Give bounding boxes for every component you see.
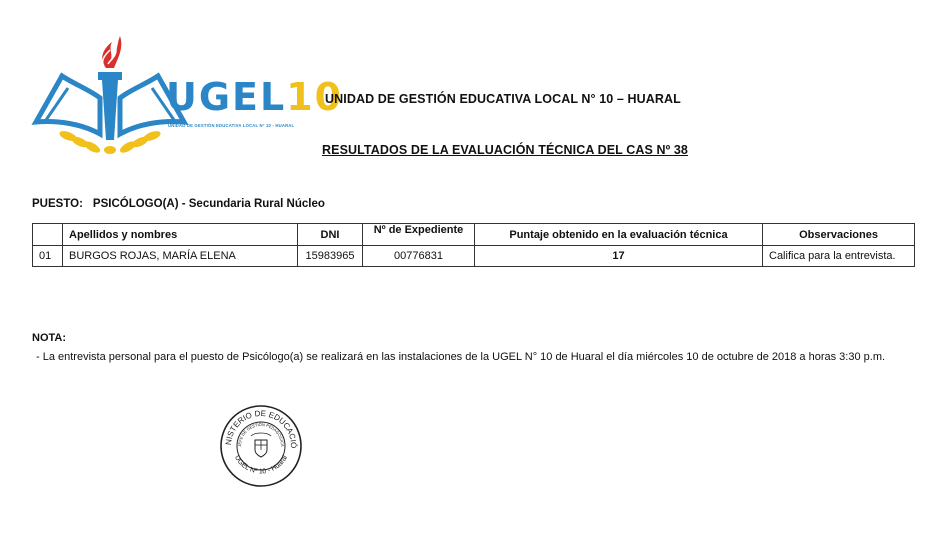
table-row <box>33 246 915 267</box>
puesto-value: PSICÓLOGO(A) - Secundaria Rural Núcleo <box>92 198 325 210</box>
logo-tagline: UNIDAD DE GESTIÓN EDUCATIVA LOCAL N° 10 - HUARAL <box>168 123 295 128</box>
puesto-line <box>32 198 325 210</box>
cell-expediente: 00776831 <box>363 246 475 267</box>
cell-puntaje: 17 <box>475 246 763 267</box>
col-header-name: Apellidos y nombres <box>63 224 298 246</box>
col-header-puntaje: Puntaje obtenido en la evaluación técnica <box>475 224 763 246</box>
col-header-expediente: Nº de Expediente <box>363 224 475 246</box>
col-header-observaciones: Observaciones <box>763 224 915 246</box>
table-header-row <box>33 224 915 246</box>
official-stamp <box>219 404 303 488</box>
document-header-title: UNIDAD DE GESTIÓN EDUCATIVA LOCAL N° 10 – HUARAL <box>325 92 681 106</box>
logo-wordmark: UGEL10 <box>166 75 344 119</box>
document-subtitle: RESULTADOS DE LA EVALUACIÓN TÉCNICA DEL CAS Nº 38 <box>322 143 688 157</box>
nota-text: - La entrevista personal para el puesto de Psicólogo(a) se realizará en las instalaciones de la UGEL N° 10 de Huaral el día miércoles 10 de octubre de 2018 a horas 3:30 p.m. <box>36 351 886 363</box>
puesto-label: PUESTO: <box>32 198 83 210</box>
results-table <box>32 223 915 267</box>
cell-observaciones: Califica para la entrevista. <box>763 246 915 267</box>
stamp-outer-text: NISTERIO DE EDUCACIÓ <box>223 408 299 449</box>
col-header-dni: DNI <box>298 224 363 246</box>
col-header-number <box>33 224 63 246</box>
cell-dni: 15983965 <box>298 246 363 267</box>
stamp-inner-text: JEFE DE GESTIÓN PEDAGÓGICA <box>236 421 286 447</box>
ugel-logo <box>28 28 344 158</box>
nota-label: NOTA: <box>32 332 67 344</box>
cell-name: BURGOS ROJAS, MARÍA ELENA <box>63 246 298 267</box>
stamp-bottom-text: UGEL Nº 10 - Huaral <box>232 454 290 476</box>
cell-number: 01 <box>33 246 63 267</box>
